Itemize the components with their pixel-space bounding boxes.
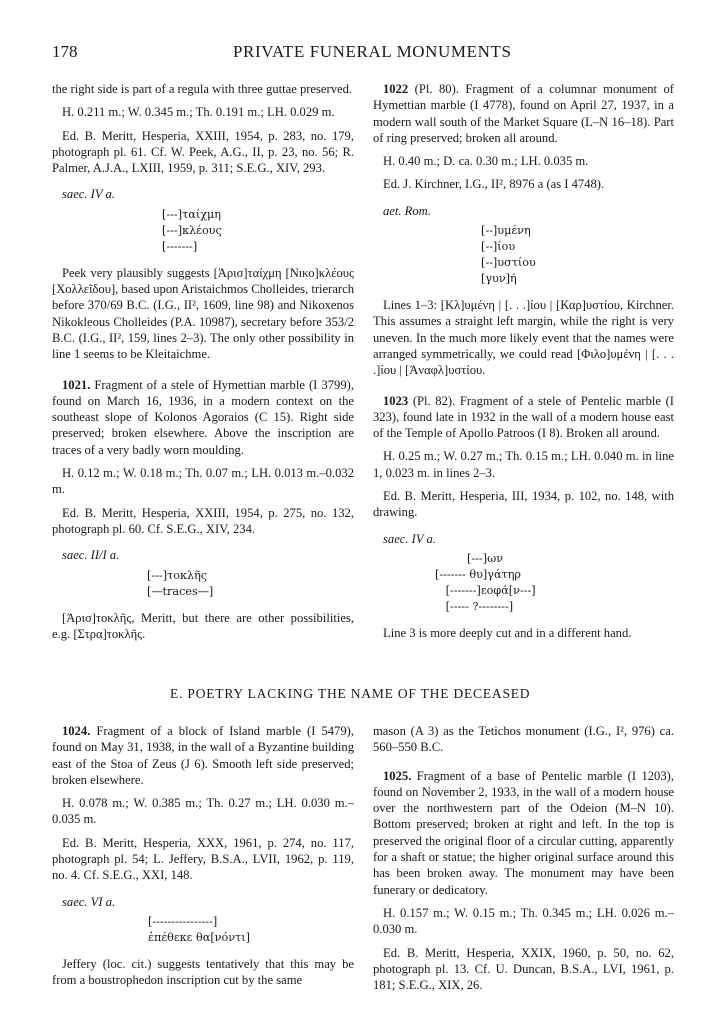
entry-number: 1025.	[383, 768, 412, 783]
inscription-line: [-------]	[162, 239, 198, 253]
edition: Ed. B. Meritt, Hesperia, XXIX, 1960, p. 50, no. 62, photograph pl. 13. Cf. U. Duncan, B.S.A., LVI, 1961, p. 181; S.E.G., XIX, 26.	[373, 945, 674, 993]
dimensions: H. 0.40 m.; D. ca. 0.30 m.; LH. 0.035 m.	[383, 154, 589, 169]
inscription	[147, 568, 354, 600]
commentary: Peek very plausibly suggests [Ἀρισ]ταίχμη [Νικο]κλέους [Χολλεῖδου], based upon Aristaichmos Cholleides, trierarch before 370/69 B.C. (I.G., II², 1609, line 98) and Nikoxenos Nikokleous Cholleides (P.A. 10987), secretary before 353/2 B.C. (I.G., II², 159, lines 2–3). The only other possibility in line 1 seems to be Kleitaichme.	[52, 265, 355, 362]
dimensions: H. 0.078 m.; W. 0.385 m.; Th. 0.27 m.; LH. 0.030 m.–0.035 m.	[52, 796, 354, 827]
inscription-line: [---]ων	[435, 551, 503, 565]
inscription-line: [----- ?--------]	[435, 599, 514, 613]
commentary: Line 3 is more deeply cut and in a different hand.	[383, 625, 632, 640]
entry-1025-description	[373, 768, 674, 898]
continuation-text: the right side is part of a regula with three guttae preserved.	[52, 82, 353, 96]
inscription	[435, 551, 674, 615]
date: saec. IV a.	[62, 187, 115, 202]
commentary: Jeffery (loc. cit.) suggests tentatively that this may be from a boustrophedon inscription cut by the same	[52, 956, 354, 988]
date: saec. II/I a.	[62, 548, 120, 563]
date: saec. IV a.	[383, 531, 436, 546]
edition: Ed. B. Meritt, Hesperia, XXX, 1961, p. 274, no. 117, photograph pl. 54; L. Jeffery, B.S.A., LVII, 1962, p. 119, no. 4. Cf. S.E.G., XXI, 148.	[52, 835, 354, 883]
entry-1024-description	[52, 723, 354, 788]
entry-1021-description	[52, 377, 354, 458]
edition: Ed. B. Meritt, Hesperia, XXIII, 1954, p. 283, no. 179, photograph pl. 61. Cf. W. Peek, A.G., II, p. 23, no. 56; R. Palmer, A.J.A., LXIII, 1959, p. 311; S.E.G., XIV, 293.	[52, 128, 354, 176]
inscription-line: [--]υστίου	[481, 256, 536, 270]
inscription-line: [------- θυ]γάτηρ	[435, 567, 521, 581]
edition: Ed. B. Meritt, Hesperia, XXIII, 1954, p. 275, no. 132, photograph pl. 60. Cf. S.E.G., XIV, 234.	[52, 505, 354, 536]
right-column-upper	[373, 81, 674, 648]
dimensions: H. 0.12 m.; W. 0.18 m.; Th. 0.07 m.; LH. 0.013 m.–0.032 m.	[52, 466, 354, 497]
page-number: 178	[52, 42, 78, 61]
entry-1022-description	[373, 81, 674, 146]
entry-number: 1022	[383, 82, 409, 96]
dimensions: H. 0.157 m.; W. 0.15 m.; Th. 0.345 m.; LH. 0.026 m.–0.030 m.	[373, 905, 674, 937]
edition: Ed. B. Meritt, Hesperia, III, 1934, p. 102, no. 148, with drawing.	[373, 489, 674, 520]
inscription	[148, 914, 354, 946]
commentary: Lines 1–3: [Κλ]υμένη | [. . .]ίου | [Καρ]υστίου, Kirchner. This assumes a straight left margin, while the right is very uneven. In the much more likely event that the names were arranged symmetrically, we could read [Φιλο]υμένη | [. . . .]ίου | [Ἀναφλ]υστίου.	[373, 298, 674, 378]
entry-text: (Pl. 82). Fragment of a stele of Pentelic marble (I 323), found late in 1932 in the wall of a modern house east of the Temple of Apollo Patroos (I 8). Broken all around.	[373, 393, 674, 441]
entry-1023-description	[373, 393, 674, 442]
date: saec. VI a.	[62, 894, 116, 909]
commentary: [Ἀρισ]τοκλῆς, Meritt, but there are other possibilities, e.g. [Στρα]τοκλῆς.	[52, 610, 354, 641]
left-column-upper	[52, 81, 354, 649]
left-column-lower	[52, 723, 354, 996]
entry-number: 1024.	[62, 724, 91, 738]
inscription-line: [—traces—]	[147, 584, 214, 598]
section-heading: E. POETRY LACKING THE NAME OF THE DECEASED	[170, 686, 531, 701]
dimensions: H. 0.211 m.; W. 0.345 m.; Th. 0.191 m.; LH. 0.029 m.	[62, 105, 335, 120]
edition: Ed. J. Kirchner, I.G., II², 8976 a (as I 4748).	[383, 177, 605, 192]
inscription-line: ἐπέθεκε θα[νόντι]	[148, 930, 250, 944]
inscription-line: [---]ταίχμη	[162, 207, 221, 221]
inscription-line: [--]υμένη	[481, 224, 531, 238]
entry-text: (Pl. 80). Fragment of a columnar monument of Hymettian marble (I 4778), found on April 27, 1937, in a modern wall south of the Market Square (L–N 16–18). Part of ring preserved; broken all around.	[373, 82, 674, 145]
entry-text: Fragment of a block of Island marble (I 5479), found on May 31, 1938, in the wall of a Byzantine building east of the Stoa of Zeus (J 6). Smooth left side preserved; broken elsewhere.	[52, 724, 354, 787]
entry-text: Fragment of a stele of Hymettian marble (I 3799), found on March 16, 1936, in a modern context on the southeast slope of Kolonos Agoraios (C 15). Right side preserved; broken elsewhere. Above the inscription are traces of a very badly worn moulding.	[52, 377, 354, 457]
inscription-line: [---]τοκλῆς	[147, 568, 208, 582]
continuation-text: mason (A 3) as the Tetichos monument (I.G., I², 976) ca. 560–550 B.C.	[373, 724, 674, 755]
inscription	[481, 223, 674, 287]
inscription-line: [----------------]	[148, 914, 218, 928]
entry-text: Fragment of a base of Pentelic marble (I 1203), found on November 2, 1933, in the wall of a modern house over the northwestern part of the Odeion (M–N 10). Bottom preserved; broken at right and left. In the top is preserved the original floor of a circular cutting, apparently for a shaft or statue; the higher original surface around this has been broken away. The monument may have been funerary or dedicatory.	[373, 768, 674, 897]
inscription-line: [--]ίου	[481, 240, 516, 254]
inscription-line: [---]κλέους	[162, 223, 222, 237]
inscription-line: [-------]εοφά[ν---]	[435, 583, 536, 597]
dimensions: H. 0.25 m.; W. 0.27 m.; Th. 0.15 m.; LH. 0.040 m. in line 1, 0.023 m. in lines 2–3.	[373, 449, 674, 480]
inscription-line: [γυν]ή	[481, 272, 517, 286]
running-head: PRIVATE FUNERAL MONUMENTS	[233, 42, 512, 61]
entry-number: 1021.	[62, 377, 91, 392]
inscription	[162, 207, 354, 255]
right-column-lower	[373, 723, 674, 1000]
entry-number: 1023	[383, 393, 409, 408]
date: aet. Rom.	[383, 203, 431, 218]
